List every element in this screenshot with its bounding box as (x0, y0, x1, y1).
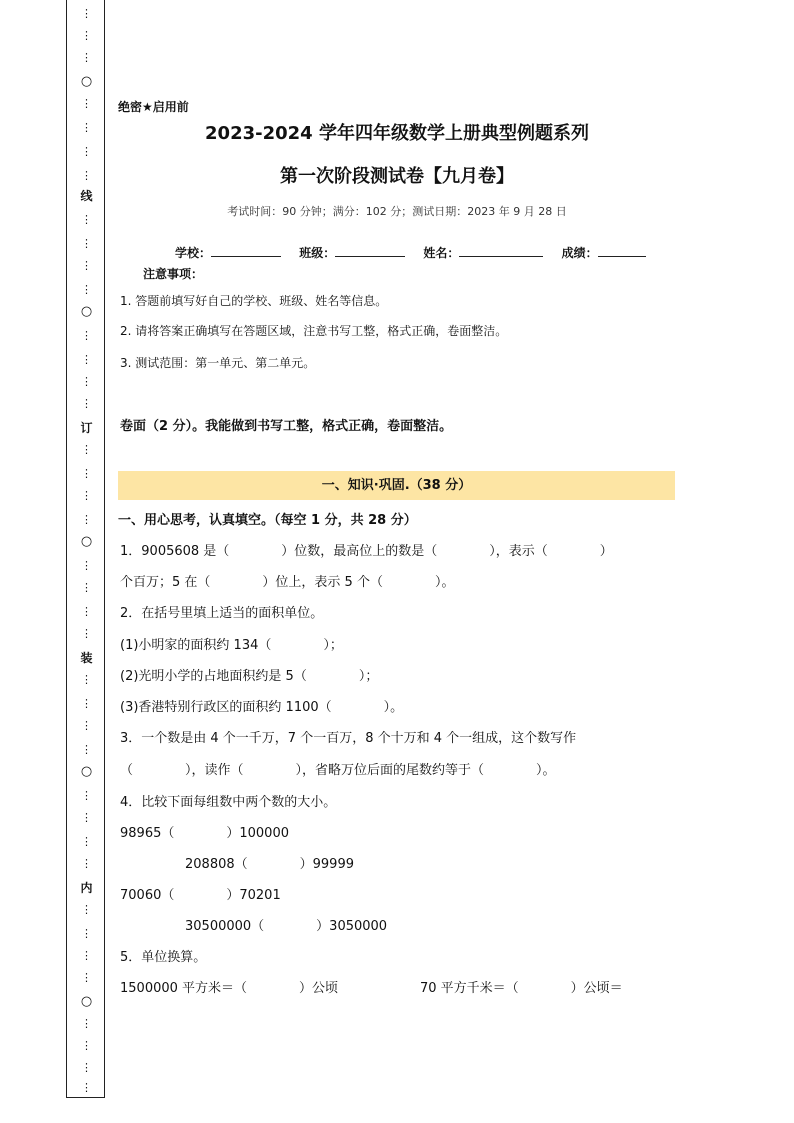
seal-dots: ⋮ (81, 927, 92, 940)
question-5-1: 1500000 平方米＝（ ）公顷 (120, 981, 339, 996)
seal-dots: ⋮ (81, 697, 92, 710)
seal-dots: ⋮ (81, 397, 92, 410)
seal-dots: ⋮ (81, 213, 92, 226)
note-item: 3. 测试范围：第一单元、第二单元。 (120, 356, 316, 370)
exam-subtitle: 第一次阶段测试卷【九月卷】 (280, 166, 514, 187)
question-2: 2．在括号里填上适当的面积单位。 (120, 606, 324, 621)
seal-dots: ⋮ (81, 375, 92, 388)
seal-dots: ⋮ (81, 329, 92, 342)
seal-dots: ⋮ (81, 51, 92, 64)
name-field[interactable] (459, 245, 543, 257)
seal-circle: ○ (80, 994, 93, 1009)
seal-word: 装 (80, 651, 93, 665)
seal-dots: ⋮ (81, 559, 92, 572)
question-5-2: 70 平方千米＝（ ）公顷＝ (420, 981, 623, 996)
question-5: 5．单位换算。 (120, 950, 207, 965)
question-2-2: (2)光明小学的占地面积约是 5（ ）； (120, 669, 379, 684)
seal-dots: ⋮ (81, 1039, 92, 1052)
question-1-line-2: 个百万；5 在（ ）位上，表示 5 个（ ）。 (120, 575, 455, 590)
seal-dots: ⋮ (81, 489, 92, 502)
score-field[interactable] (598, 245, 646, 257)
question-2-1: (1)小明家的面积约 134（ ）； (120, 638, 343, 653)
score-label: 成绩： (561, 246, 598, 260)
school-label: 学校： (175, 246, 212, 260)
seal-dots: ⋮ (81, 949, 92, 962)
seal-dots: ⋮ (81, 353, 92, 366)
secret-label: 绝密★启用前 (118, 100, 189, 114)
seal-dots: ⋮ (81, 857, 92, 870)
section-title: 一、知识·巩固.（38 分） (321, 478, 472, 493)
seal-dots: ⋮ (81, 513, 92, 526)
seal-dots: ⋮ (81, 581, 92, 594)
seal-dots: ⋮ (81, 789, 92, 802)
seal-dots: ⋮ (81, 605, 92, 618)
exam-meta: 考试时间：90 分钟；满分：102 分；测试日期：2023 年 9 月 28 日 (227, 205, 567, 218)
question-1-line-1: 1．9005608 是（ ）位数，最高位上的数是（ ），表示（ ） (120, 544, 613, 559)
seal-dots: ⋮ (81, 29, 92, 42)
note-item: 2. 请将答案正确填写在答题区域，注意书写工整，格式正确，卷面整洁。 (120, 324, 508, 338)
exam-title: 2023-2024 学年四年级数学上册典型例题系列 (205, 123, 589, 144)
notes-title: 注意事项： (143, 267, 204, 281)
seal-dots: ⋮ (81, 673, 92, 686)
seal-word: 线 (80, 189, 93, 203)
seal-word: 订 (80, 421, 93, 435)
note-item: 1. 答题前填写好自己的学校、班级、姓名等信息。 (120, 294, 388, 308)
seal-dots: ⋮ (81, 443, 92, 456)
seal-dots: ⋮ (81, 169, 92, 182)
question-4-2: 208808（ ）99999 (185, 857, 354, 872)
seal-dots: ⋮ (81, 719, 92, 732)
seal-dots: ⋮ (81, 467, 92, 480)
seal-dots: ⋮ (81, 97, 92, 110)
section-header (118, 471, 675, 500)
student-info-row (175, 244, 646, 261)
seal-dots: ⋮ (81, 903, 92, 916)
seal-word: 内 (80, 881, 93, 895)
seal-dots: ⋮ (81, 145, 92, 158)
question-4-1: 98965（ ）100000 (120, 826, 289, 841)
school-field[interactable] (211, 245, 281, 257)
question-4-4: 30500000（ ）3050000 (185, 919, 388, 934)
seal-dots: ⋮ (81, 743, 92, 756)
seal-dots: ⋮ (81, 121, 92, 134)
seal-dots: ⋮ (81, 1081, 92, 1094)
seal-dots: ⋮ (81, 237, 92, 250)
seal-circle: ○ (80, 304, 93, 319)
question-4: 4．比较下面每组数中两个数的大小。 (120, 795, 337, 810)
part-title: 一、用心思考，认真填空。（每空 1 分，共 28 分） (118, 513, 417, 528)
question-3-line-1: 3．一个数是由 4 个一千万，7 个一百万，8 个十万和 4 个一组成，这个数写作 (120, 731, 577, 746)
seal-dots: ⋮ (81, 1061, 92, 1074)
seal-dots: ⋮ (81, 835, 92, 848)
question-3-line-2: （ ），读作（ ），省略万位后面的尾数约等于（ ）。 (120, 763, 556, 778)
seal-dots: ⋮ (81, 7, 92, 20)
seal-dots: ⋮ (81, 1017, 92, 1030)
seal-circle: ○ (80, 764, 93, 779)
seal-dots: ⋮ (81, 811, 92, 824)
class-label: 班级： (299, 246, 336, 260)
seal-dots: ⋮ (81, 971, 92, 984)
neatness-statement: 卷面（2 分）。我能做到书写工整，格式正确，卷面整洁。 (120, 419, 453, 434)
seal-dots: ⋮ (81, 627, 92, 640)
seal-circle: ○ (80, 534, 93, 549)
seal-dots: ⋮ (81, 283, 92, 296)
seal-circle: ○ (80, 74, 93, 89)
seal-dots: ⋮ (81, 259, 92, 272)
question-2-3: (3)香港特别行政区的面积约 1100（ ）。 (120, 700, 404, 715)
question-4-3: 70060（ ）70201 (120, 888, 281, 903)
name-label: 姓名： (423, 246, 460, 260)
class-field[interactable] (335, 245, 405, 257)
